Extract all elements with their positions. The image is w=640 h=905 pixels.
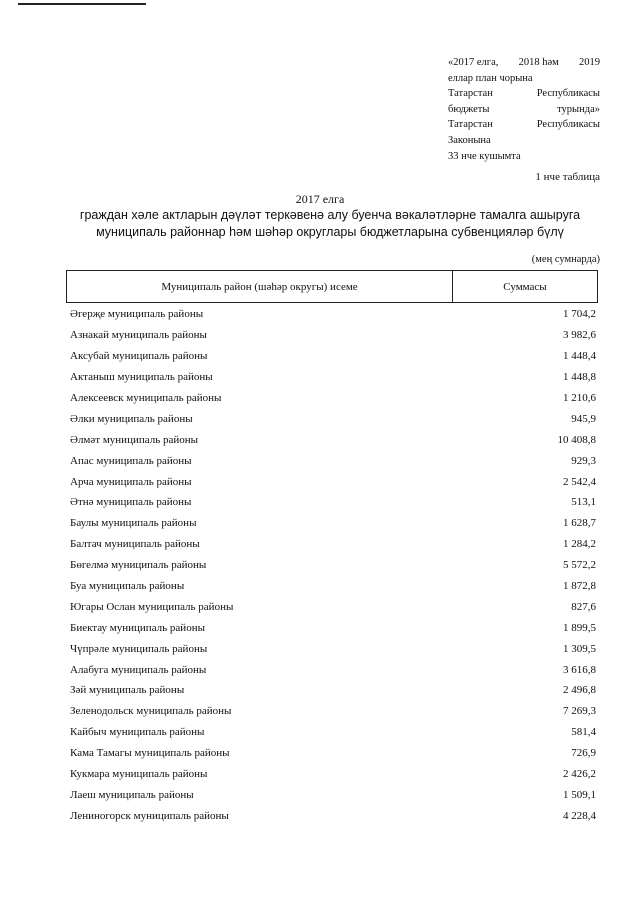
law-reference-line: Татарстан Республикасы — [448, 88, 600, 100]
district-name: Арча муниципаль районы — [70, 475, 192, 488]
table-row — [70, 325, 596, 346]
law-reference-line: 33 нче кушымта — [448, 150, 521, 162]
district-name: Әлки муниципаль районы — [70, 412, 193, 425]
table-row — [70, 576, 596, 597]
district-name: Кайбыч муниципаль районы — [70, 726, 205, 739]
amount: 1 704,2 — [563, 308, 596, 321]
district-name: Алабуга муниципаль районы — [70, 663, 207, 676]
units-note: (мең сумнарда) — [531, 254, 600, 265]
district-name: Аксубай муниципаль районы — [70, 350, 208, 363]
district-name: Биектау муниципаль районы — [70, 621, 205, 634]
table-row — [70, 784, 596, 805]
district-name: Актаныш муниципаль районы — [70, 371, 213, 384]
amount: 827,6 — [571, 600, 596, 613]
law-reference — [448, 55, 600, 164]
table-row — [70, 555, 596, 576]
law-reference-line: бюджеты турында» — [448, 103, 600, 115]
law-reference-line: еллар план чорына — [448, 72, 533, 84]
header-district-name: Муниципаль район (шәһәр округы) исеме — [67, 271, 453, 302]
amount: 1 509,1 — [563, 788, 596, 801]
district-name: Лаеш муниципаль районы — [70, 788, 194, 801]
district-name: Чүпрәле муниципаль районы — [70, 642, 208, 655]
table-row — [70, 805, 596, 826]
district-name: Азнакай муниципаль районы — [70, 329, 207, 342]
amount: 1 309,5 — [563, 642, 596, 655]
table-body — [70, 304, 596, 826]
amount: 929,3 — [571, 454, 596, 467]
table-row — [70, 680, 596, 701]
district-name: Бөгелмә муниципаль районы — [70, 559, 207, 572]
district-name: Алексеевск муниципаль районы — [70, 392, 222, 404]
amount: 2 542,4 — [563, 475, 596, 488]
amount: 1 628,7 — [563, 517, 596, 530]
amount: 513,1 — [571, 496, 596, 509]
document-title — [40, 207, 620, 241]
amount: 10 408,8 — [557, 433, 596, 446]
amount: 1 899,5 — [563, 621, 596, 634]
district-name: Буа муниципаль районы — [70, 580, 185, 593]
amount: 5 572,2 — [563, 559, 596, 572]
table-row — [70, 534, 596, 555]
amount: 3 982,6 — [563, 329, 596, 342]
table-row — [70, 304, 596, 325]
amount: 581,4 — [571, 726, 596, 739]
table-row — [70, 743, 596, 764]
district-name: Апас муниципаль районы — [70, 454, 192, 467]
district-name: Әгерҗе муниципаль районы — [70, 308, 204, 321]
amount: 726,9 — [571, 747, 596, 760]
table-row — [70, 722, 596, 743]
table-row — [70, 596, 596, 617]
district-name: Баулы муниципаль районы — [70, 517, 197, 530]
table-row — [70, 701, 596, 722]
district-name: Балтач муниципаль районы — [70, 538, 200, 551]
title-line: муниципаль районнар һәм шәһәр округлары бюджетларына субвенцияләр бүлү — [96, 225, 564, 239]
year-heading: 2017 елга — [295, 192, 345, 206]
table-row — [70, 388, 596, 409]
table-row — [70, 429, 596, 450]
table-number: 1 нче таблица — [535, 171, 600, 183]
table-row — [70, 408, 596, 429]
amount: 1 872,8 — [563, 580, 596, 593]
district-name: Кукмара муниципаль районы — [70, 768, 208, 781]
table-row — [70, 638, 596, 659]
table-row — [70, 367, 596, 388]
law-reference-line: Законына — [448, 134, 491, 146]
amount: 4 228,4 — [563, 809, 596, 822]
district-name: Әтнә муниципаль районы — [70, 496, 192, 509]
amount: 1 448,4 — [563, 350, 596, 363]
amount: 2 496,8 — [563, 684, 596, 697]
district-name: Югары Ослан муниципаль районы — [70, 600, 234, 613]
title-line: граждан хәле актларын дәүләт теркәвенә алу буенча вәкаләтләрне тамалга ашыруга — [79, 208, 581, 222]
table-row — [70, 659, 596, 680]
table-row — [70, 513, 596, 534]
table-header — [66, 270, 598, 303]
district-name: Зеленодольск муниципаль районы — [70, 705, 232, 718]
top-rule — [18, 3, 146, 5]
amount: 1 210,6 — [563, 392, 596, 404]
table-row — [70, 764, 596, 785]
table-row — [70, 492, 596, 513]
law-reference-line: Татарстан Республикасы — [448, 119, 600, 131]
amount: 1 284,2 — [563, 538, 596, 551]
district-name: Кама Тамагы муниципаль районы — [70, 747, 230, 760]
table-row — [70, 346, 596, 367]
district-name: Лениногорск муниципаль районы — [70, 809, 229, 822]
district-name: Әлмәт муниципаль районы — [70, 433, 199, 446]
table-row — [70, 450, 596, 471]
amount: 945,9 — [571, 412, 596, 425]
district-name: Зәй муниципаль районы — [70, 684, 185, 697]
header-amount: Суммасы — [503, 280, 547, 293]
table-row — [70, 617, 596, 638]
amount: 7 269,3 — [563, 705, 596, 718]
amount: 1 448,8 — [563, 371, 596, 384]
law-reference-line: «2017 елга, 2018 һәм 2019 — [448, 57, 600, 68]
table-row — [70, 471, 596, 492]
amount: 3 616,8 — [563, 663, 596, 676]
amount: 2 426,2 — [563, 768, 596, 781]
